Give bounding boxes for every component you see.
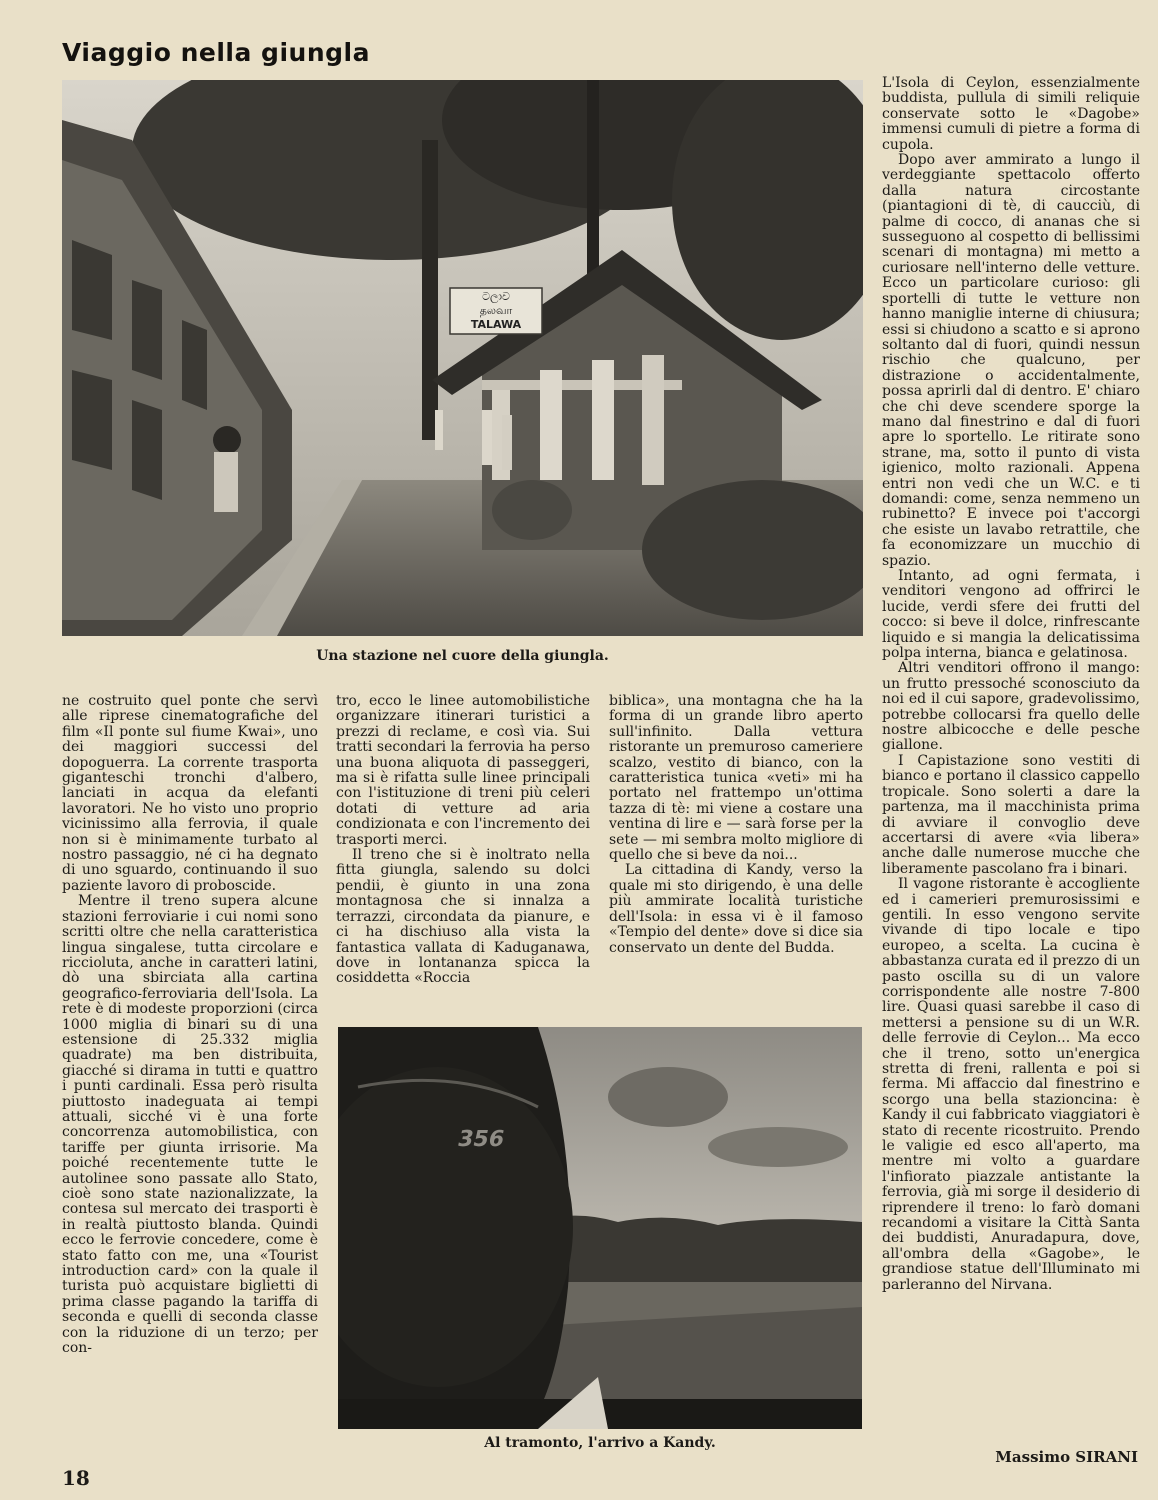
page-number: 18: [62, 1466, 90, 1490]
paragraph: Intanto, ad ogni fermata, i venditori vengono ad offrirci le lucide, verdi sfere dei frutti del cocco: si beve il dolce, rinfrescante liquido e si mangia la delicatissima polpa interna, bianca e gelatinosa.: [882, 568, 1140, 662]
station-sign-sinhala: ටලාව: [482, 290, 510, 303]
photo-jungle-station: [62, 80, 863, 636]
paragraph: Il vagone ristorante è accogliente ed i camerieri premurosissimi e gentili. In esso vengono servite vivande di tipo locale e tipo europeo, a scelta. La cucina è abbastanza curata ed il prezzo di un pasto oscilla su di un valore corrispondente alle nostre 7-800 lire. Quasi quasi sarebbe il caso di mettersi a pensione su di un W.R. delle ferrovie di Ceylon... Ma ecco che il treno, sotto un'energica stretta di freni, rallenta e poi si ferma. Mi affaccio dal finestrino e scorgo una bella stazioncina: è Kandy il cui fabbricato viaggiatori è stato di recente ricostruito. Prendo le valigie ed esco all'aperto, ma mentre mi volto a guardare l'infiorato piazzale antistante la ferrovia, già mi sorge il desiderio di riprendere il treno: lo farò domani recandomi a visitare la Città Santa dei buddisti, Anuradapura, dove, all'ombra della «Gagobe», le grandiose statue dell'Illuminato mi parleranno del Nirvana.: [882, 876, 1140, 1293]
page-title: Viaggio nella giungla: [62, 38, 370, 67]
paragraph: Mentre il treno supera alcune stazioni ferroviarie i cui nomi sono scritti oltre che nella caratteristica lingua singalese, tutta circolare e riccioluta, anche in caratteri latini, dò una sbirciata alla cartina geografico-ferroviaria dell'Isola. La rete è di modeste proporzioni (circa 1000 miglia di binari su di una estensione di 25.332 miglia quadrate) ma ben distribuita, giacché si dirama in tutti e quattro i punti cardinali. Essa però risulta piuttosto inadeguata ai tempi attuali, sicché vi è una forte concorrenza automobilistica, con tariffe per giunta irrisorie. Ma poiché recentemente tutte le autolinee sono passate allo Stato, cioè sono state nazionalizzate, la contesa sul mercato dei trasporti è in realtà piuttosto blanda. Quindi ecco le ferrovie concedere, come è stato fatto con me, una «Tourist introduction card» con la quale il turista può acquistare biglietti di prima classe pagando la tariffa di seconda e quelli di seconda classe con la riduzione di un terzo; per con-: [62, 893, 318, 1357]
author-signature: Massimo SIRANI: [995, 1448, 1138, 1466]
article-column-1: [62, 694, 318, 1464]
photo-sunset-kandy: [338, 1027, 862, 1429]
article-column-2: [336, 694, 590, 1014]
article-column-3: [609, 694, 863, 1014]
paragraph: Dopo aver ammirato a lungo il verdeggiante spettacolo offerto dalla natura circostante (piantagioni di tè, di caucciù, di palme di cocco, di ananas che si susseguono al cospetto di bellissimi scenari di montagna) mi metto a curiosare nell'interno delle vetture. Ecco un particolare curioso: gli sportelli di tutte le vetture non hanno maniglie interne di chiusura; essi si chiudono a scatto e si aprono soltanto dal di fuori, quindi nessun rischio che qualcuno, per distrazione o accidentalmente, possa aprirli dal di dentro. E' chiaro che chi deve scendere sporge la mano dal finestrino e dal di fuori apre lo sportello. Le ritirate sono strane, ma, sotto il punto di vista igienico, molto razionali. Appena entri non vedi che un W.C. e ti domandi: come, senza nemmeno un rubinetto? E invece poi t'accorgi che esiste un lavabo retrattile, che fa economizzare un mucchio di spazio.: [882, 152, 1140, 569]
paragraph: Altri venditori offrono il mango: un frutto pressoché sconosciuto da noi ed il cui sapore, gradevolissimo, potrebbe collocarsi fra quello delle nostre albicocche e delle pesche giallone.: [882, 660, 1140, 754]
paragraph: I Capistazione sono vestiti di bianco e portano il classico cappello tropicale. Sono solerti a dare la partenza, ma il macchinista prima di avviare il convoglio deve accertarsi di avere «via libera» anche dalle numerose mucche che liberamente pascolano fra i binari.: [882, 752, 1140, 877]
paragraph: L'Isola di Ceylon, essenzialmente buddista, pullula di simili reliquie conservate sotto le «Dagobe» immensi cumuli di pietre a forma di cupola.: [882, 76, 1140, 153]
caption-jungle-station: Una stazione nel cuore della giungla.: [316, 648, 609, 664]
paragraph: Il treno che si è inoltrato nella fitta giungla, salendo su dolci pendii, è giunto in una zona montagnosa che si innalza a terrazzi, circondata da pianure, e ci ha dischiuso alla vista la fantastica vallata di Kaduganawa, dove in lontananza spicca la cosiddetta «Roccia: [336, 847, 590, 987]
caption-sunset-kandy: Al tramonto, l'arrivo a Kandy.: [484, 1435, 716, 1451]
engine-number: 356: [455, 1127, 507, 1152]
paragraph: biblica», una montagna che ha la forma di un grande libro aperto sull'infinito. Dalla vettura ristorante un premuroso cameriere scalzo, vestito di bianco, con la caratteristica tunica «veti» mi ha portato nel frattempo un'ottima tazza di tè: mi viene a costare una ventina di lire e — sarà forse per la sete — mi sembra molto migliore di quello che si beve da noi...: [609, 694, 863, 864]
station-sign-tamil: தலவா: [479, 304, 513, 317]
station-sign-latin: TALAWA: [470, 318, 522, 331]
paragraph: ne costruito quel ponte che servì alle riprese cinematografiche del film «Il ponte sul fiume Kwai», uno dei maggiori successi del dopoguerra. La corrente trasporta giganteschi tronchi d'albero, lanciati in acqua da elefanti lavoratori. Ne ho visto uno proprio vicinissimo alla ferrovia, il quale non si è minimamente turbato al nostro passaggio, né ci ha degnato di uno sguardo, continuando il suo paziente lavoro di proboscide.: [62, 694, 318, 894]
article-column-right: [882, 76, 1140, 1446]
paragraph: La cittadina di Kandy, verso la quale mi sto dirigendo, è una delle più ammirate località turistiche dell'Isola: in essa vi è il famoso «Tempio del dente» dove si dice sia conservato un dente del Budda.: [609, 862, 863, 956]
paragraph: tro, ecco le linee automobilistiche organizzare itinerari turistici a prezzi di reclame, e così via. Sui tratti secondari la ferrovia ha perso una buona aliquota di passeggeri, ma si è rifatta sulle linee principali con l'istituzione di treni più celeri dotati di vetture ad aria condizionata e con l'incremento dei trasporti merci.: [336, 694, 590, 848]
